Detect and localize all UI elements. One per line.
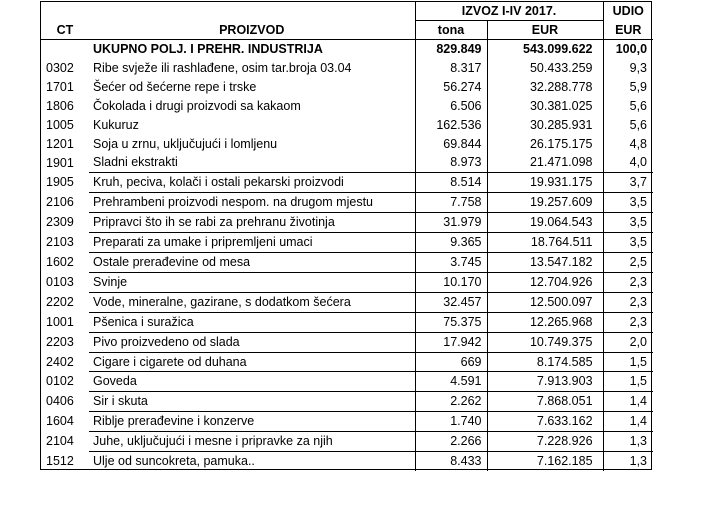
header-row-2 [41, 21, 653, 40]
row-name: Riblje prerađevine i konzerve [89, 412, 415, 432]
row-eur: 7.913.903 [487, 372, 603, 392]
row-eur: 13.547.182 [487, 252, 603, 272]
row-ct: 1901 [46, 155, 74, 170]
row-ct: 0302 [46, 60, 74, 75]
row-udio: 2,5 [603, 252, 653, 272]
row-udio: 1,4 [603, 412, 653, 432]
row-tona: 4.591 [415, 372, 487, 392]
row-eur: 12.265.968 [487, 312, 603, 332]
row-tona: 7.758 [415, 193, 487, 213]
table-row [41, 432, 653, 452]
row-name: Kukuruz [93, 117, 139, 132]
row-ct: 0103 [46, 274, 74, 289]
row-udio: 3,5 [603, 213, 653, 233]
row-tona: 69.844 [415, 135, 487, 154]
row-name: Vode, mineralne, gazirane, s dodatkom šećera [89, 292, 415, 312]
row-udio: 2,3 [603, 272, 653, 292]
row-name: Šećer od šećerne repe i trske [93, 79, 257, 94]
table-row [41, 372, 653, 392]
row-eur: 7.633.162 [487, 412, 603, 432]
export-table-grid [41, 2, 653, 471]
row-ct: 0406 [46, 394, 74, 409]
row-name: Goveda [89, 372, 415, 392]
table-row [41, 135, 653, 154]
row-eur: 8.174.585 [487, 352, 603, 372]
row-ct: 2106 [46, 195, 74, 210]
row-name: Juhe, uključujući i mesne i pripravke za njih [89, 432, 415, 452]
row-tona: 8.433 [415, 452, 487, 471]
row-eur: 30.381.025 [487, 97, 603, 116]
row-tona: 31.979 [415, 213, 487, 233]
row-udio: 9,3 [603, 59, 653, 78]
header-ct: CT [41, 21, 89, 40]
row-eur: 12.500.097 [487, 292, 603, 312]
row-ct: 1001 [46, 314, 74, 329]
row-udio: 1,3 [603, 452, 653, 471]
total-ct [41, 40, 89, 59]
row-eur: 7.162.185 [487, 452, 603, 471]
table-row [41, 78, 653, 97]
table-row [41, 452, 653, 471]
total-label: UKUPNO POLJ. I PREHR. INDUSTRIJA [93, 42, 323, 56]
row-udio: 2,0 [603, 332, 653, 352]
row-eur: 19.064.543 [487, 213, 603, 233]
row-name: Soja u zrnu, uključujući i lomljenu [93, 136, 278, 151]
row-tona: 17.942 [415, 332, 487, 352]
row-tona: 1.740 [415, 412, 487, 432]
row-ct: 1201 [46, 136, 74, 151]
row-ct: 1602 [46, 254, 74, 269]
row-ct: 1701 [46, 79, 74, 94]
row-udio: 1,5 [603, 372, 653, 392]
row-udio: 1,3 [603, 432, 653, 452]
row-eur: 10.749.375 [487, 332, 603, 352]
row-eur: 7.228.926 [487, 432, 603, 452]
row-ct: 2203 [46, 334, 74, 349]
row-udio: 3,5 [603, 233, 653, 253]
total-udio: 100,0 [603, 40, 653, 59]
row-udio: 5,6 [603, 97, 653, 116]
header-proizvod: PROIZVOD [89, 21, 415, 40]
row-name: Ulje od suncokreta, pamuka.. [89, 452, 415, 471]
row-tona: 9.365 [415, 233, 487, 253]
total-row [41, 40, 653, 59]
table-row [41, 193, 653, 213]
row-ct: 1604 [46, 414, 74, 429]
row-tona: 669 [415, 352, 487, 372]
row-udio: 4,8 [603, 135, 653, 154]
row-name: Sir i skuta [89, 392, 415, 412]
row-udio: 4,0 [603, 153, 653, 172]
row-ct: 1806 [46, 98, 74, 113]
row-tona: 2.262 [415, 392, 487, 412]
table-row [41, 272, 653, 292]
row-eur: 7.868.051 [487, 392, 603, 412]
header-empty-ct [41, 2, 89, 21]
row-name: Svinje [89, 272, 415, 292]
export-table [40, 1, 652, 470]
row-udio: 1,5 [603, 352, 653, 372]
row-tona: 10.170 [415, 272, 487, 292]
header-row-1 [41, 2, 653, 21]
row-ct: 2104 [46, 434, 74, 449]
header-udio: UDIO [603, 2, 653, 21]
row-name: Čokolada i drugi proizvodi sa kakaom [93, 98, 301, 113]
row-udio: 2,3 [603, 312, 653, 332]
row-tona: 8.514 [415, 173, 487, 193]
row-name: Ribe svježe ili rashlađene, osim tar.broja 03.04 [93, 60, 352, 75]
row-tona: 56.274 [415, 78, 487, 97]
table-row [41, 233, 653, 253]
total-eur: 543.099.622 [487, 40, 603, 59]
row-udio: 1,4 [603, 392, 653, 412]
row-udio: 2,3 [603, 292, 653, 312]
header-tona: tona [415, 21, 487, 40]
row-eur: 19.931.175 [487, 173, 603, 193]
row-eur: 26.175.175 [487, 135, 603, 154]
header-empty-name [89, 2, 415, 21]
table-row [41, 292, 653, 312]
row-ct: 2202 [46, 294, 74, 309]
table-row [41, 173, 653, 193]
row-name: Prehrambeni proizvodi nespom. na drugom mjestu [89, 193, 415, 213]
row-eur: 21.471.098 [487, 153, 603, 172]
row-udio: 5,6 [603, 116, 653, 135]
row-name: Preparati za umake i pripremljeni umaci [89, 233, 415, 253]
row-eur: 12.704.926 [487, 272, 603, 292]
row-ct: 2402 [46, 354, 74, 369]
table-row [41, 213, 653, 233]
row-name: Pripravci što ih se rabi za prehranu životinja [89, 213, 415, 233]
row-ct: 2103 [46, 235, 74, 250]
row-name: Sladni ekstrakti [93, 155, 178, 170]
row-ct: 0102 [46, 374, 74, 389]
row-eur: 19.257.609 [487, 193, 603, 213]
total-tona: 829.849 [415, 40, 487, 59]
row-tona: 3.745 [415, 252, 487, 272]
row-ct: 2309 [46, 215, 74, 230]
header-udio-eur: EUR [603, 21, 653, 40]
row-eur: 32.288.778 [487, 78, 603, 97]
row-eur: 30.285.931 [487, 116, 603, 135]
header-izvoz: IZVOZ I-IV 2017. [415, 2, 603, 21]
row-tona: 75.375 [415, 312, 487, 332]
table-row [41, 59, 653, 78]
row-tona: 8.973 [415, 153, 487, 172]
table-row [41, 97, 653, 116]
header-eur: EUR [487, 21, 603, 40]
row-eur: 18.764.511 [487, 233, 603, 253]
row-tona: 162.536 [415, 116, 487, 135]
row-tona: 32.457 [415, 292, 487, 312]
row-ct: 1005 [46, 117, 74, 132]
row-tona: 6.506 [415, 97, 487, 116]
row-tona: 8.317 [415, 59, 487, 78]
row-name: Ostale prerađevine od mesa [89, 252, 415, 272]
table-row [41, 412, 653, 432]
row-ct: 1905 [46, 175, 74, 190]
row-eur: 50.433.259 [487, 59, 603, 78]
row-name: Pšenica i suražica [89, 312, 415, 332]
row-name: Kruh, peciva, kolači i ostali pekarski proizvodi [89, 173, 415, 193]
row-name: Cigare i cigarete od duhana [89, 352, 415, 372]
row-name: Pivo proizvedeno od slada [89, 332, 415, 352]
row-tona: 2.266 [415, 432, 487, 452]
row-udio: 5,9 [603, 78, 653, 97]
row-udio: 3,7 [603, 173, 653, 193]
row-ct: 1512 [46, 453, 74, 468]
table-row [41, 116, 653, 135]
table-row [41, 312, 653, 332]
table-row [41, 352, 653, 372]
table-row [41, 332, 653, 352]
table-row [41, 392, 653, 412]
table-row [41, 252, 653, 272]
row-udio: 3,5 [603, 193, 653, 213]
table-row [41, 153, 653, 172]
